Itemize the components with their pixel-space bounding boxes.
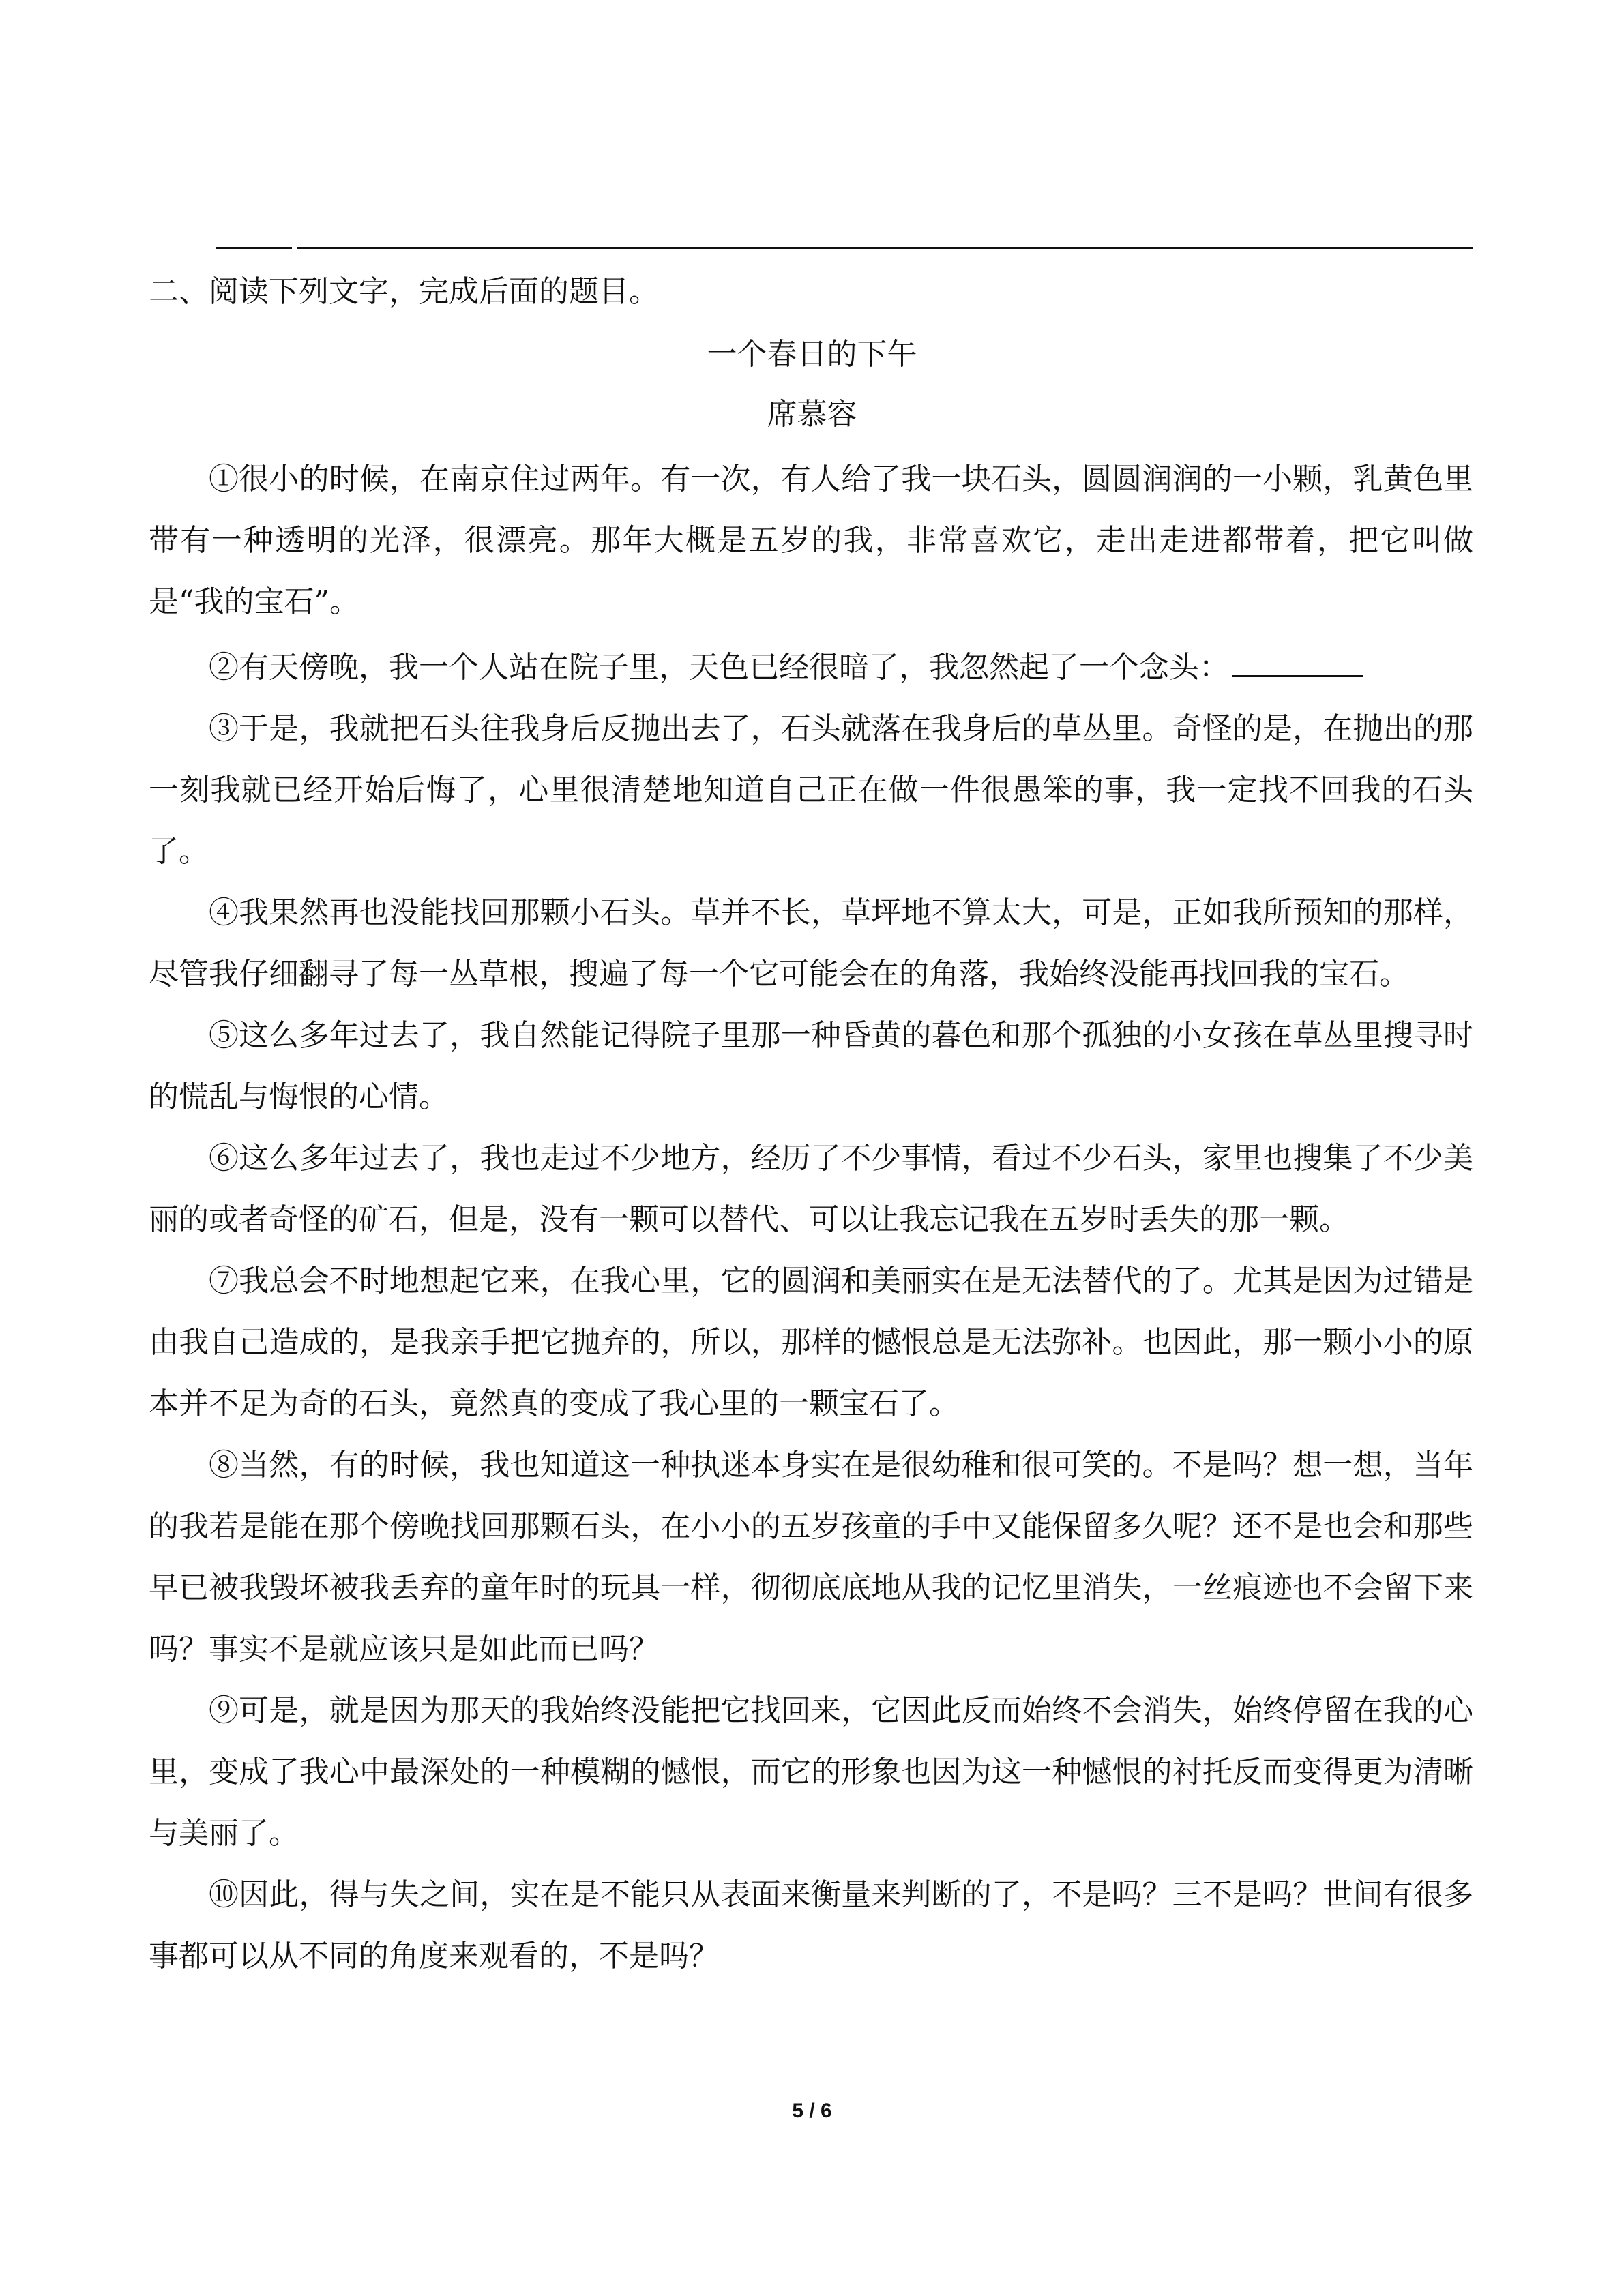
paragraph-2-text: ②有天傍晚，我一个人站在院子里，天色已经很暗了，我忽然起了一个念头： <box>209 650 1229 685</box>
paragraph-5: ⑤这么多年过去了，我自然能记得院子里那一种昏黄的暮色和那个孤独的小女孩在草丛里搜寻时的慌乱与悔恨的心情。 <box>149 1018 1473 1114</box>
paragraph-8: ⑧当然，有的时候，我也知道这一种执迷本身实在是很幼稚和很可笑的。不是吗？想一想，当年的我若是能在那个傍晚找回那颗石头，在小小的五岁孩童的手中又能保留多久呢？还不是也会和那些早已被我毁坏被我丢弃的童年时的玩具一样，彻彻底底地从我的记忆里消失，一丝痕迹也不会留下来吗？事实不是就应该只是如此而已吗？ <box>149 1448 1473 1667</box>
page-number: 5 / 6 <box>792 2100 832 2122</box>
paragraph-7: ⑦我总会不时地想起它来，在我心里，它的圆润和美丽实在是无法替代的了。尤其是因为过错是由我自己造成的，是我亲手把它抛弃的，所以，那样的憾恨总是无法弥补。也因此，那一颗小小的原本并不足为奇的石头，竟然真的变成了我心里的一颗宝石了。 <box>149 1264 1473 1421</box>
answer-line-short <box>216 247 292 249</box>
paragraph-10: ⑩因此，得与失之间，实在是不能只从表面来衡量来判断的了，不是吗？三不是吗？世间有很多事都可以从不同的角度来观看的，不是吗？ <box>149 1877 1473 1973</box>
paragraph-3: ③于是，我就把石头往我身后反抛出去了，石头就落在我身后的草丛里。奇怪的是，在抛出的那一刻我就已经开始后悔了，心里很清楚地知道自己正在做一件很愚笨的事，我一定找不回我的石头了。 <box>149 711 1473 869</box>
article-body <box>149 449 1473 1987</box>
paragraph-9: ⑨可是，就是因为那天的我始终没能把它找回来，它因此反而始终不会消失，始终停留在我的心里，变成了我心中最深处的一种模糊的憾恨，而它的形象也因为这一种憾恨的衬托反而变得更为清晰与美丽了。 <box>149 1693 1473 1851</box>
paragraph-4: ④我果然再也没能找回那颗小石头。草并不长，草坪地不算太大，可是，正如我所预知的那样，尽管我仔细翻寻了每一丛草根，搜遍了每一个它可能会在的角落，我始终没能再找回我的宝石。 <box>149 895 1473 992</box>
answer-line <box>297 247 1473 249</box>
fill-in-blank <box>1232 633 1363 677</box>
article-title: 一个春日的下午 <box>707 337 917 372</box>
paragraph-6: ⑥这么多年过去了，我也走过不少地方，经历了不少事情，看过不少石头，家里也搜集了不少美丽的或者奇怪的矿石，但是，没有一颗可以替代、可以让我忘记我在五岁时丢失的那一颗。 <box>149 1141 1473 1237</box>
section-heading: 二、阅读下列文字，完成后面的题目。 <box>149 274 659 309</box>
paragraph-1: ①很小的时候，在南京住过两年。有一次，有人给了我一块石头，圆圆润润的一小颗，乳黄色里带有一种透明的光泽，很漂亮。那年大概是五岁的我，非常喜欢它，走出走进都带着，把它叫做是“我的宝石”。 <box>149 462 1473 619</box>
paragraph-2 <box>149 633 1473 698</box>
article-author: 席慕容 <box>767 397 857 432</box>
